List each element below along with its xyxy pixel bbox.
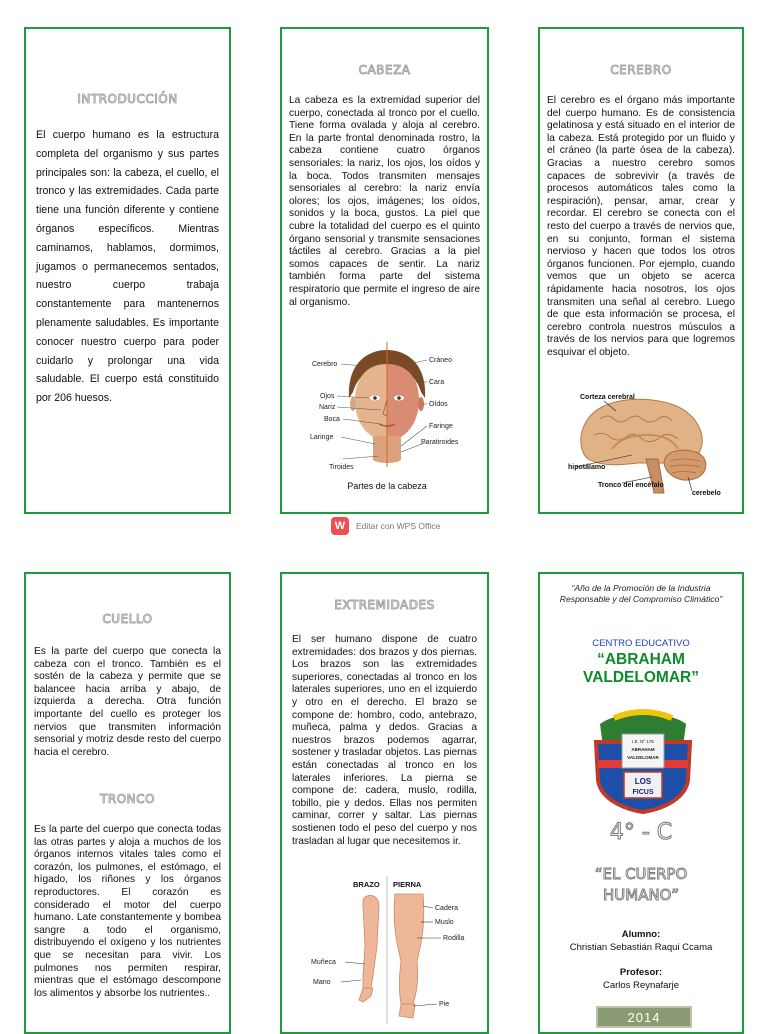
school-name-line1: “ABRAHAM bbox=[597, 651, 685, 668]
alumno-label: Alumno: bbox=[621, 929, 661, 940]
year-motto: “Año de la Promoción de la Industria Responsable y del Compromiso Climático” bbox=[559, 583, 723, 604]
crest-text-1: I.E. Nº 176 bbox=[632, 739, 654, 744]
school-crest bbox=[588, 704, 698, 816]
label-cara: Cara bbox=[429, 379, 445, 386]
heading-brazo: BRAZO bbox=[353, 880, 380, 889]
extremidades-title: EXTREMIDADES bbox=[334, 598, 435, 612]
wps-office-icon: W bbox=[331, 517, 349, 535]
school-name-line2: VALDELOMAR” bbox=[583, 669, 699, 686]
cerebro-title: CEREBRO bbox=[610, 63, 672, 77]
brochure-title bbox=[540, 864, 742, 906]
brochure-title-line2: HUMANO” bbox=[603, 886, 679, 904]
label-muslo: Muslo bbox=[435, 919, 454, 926]
crest-text-2: ABRAHAM bbox=[631, 747, 655, 752]
brochure-title-line1: “EL CUERPO bbox=[594, 865, 688, 883]
wps-watermark-text: Editar con WPS Office bbox=[356, 521, 441, 531]
label-faringe: Faringe bbox=[429, 423, 453, 430]
crest-text-3: VALDELOMAR bbox=[627, 755, 659, 760]
profesor-name: Carlos Reynafarje bbox=[602, 980, 680, 991]
label-muneca: Muñeca bbox=[311, 959, 336, 966]
panel-extremidades bbox=[280, 572, 489, 1034]
extremidades-text: El ser humano dispone de cuatro extremidades: dos brazos y dos piernas. Los brazos son las extremidades superiores, conectadas al tronco en los laterales superiores, uno en el izquierdo y otro en el derecho. El brazo se compone de: hombro, codo, antebrazo, muñeca, palma y dedos. Gracias a nuestros brazos podemos agarrar, sostener y trasladar objetos. Las piernas están conectadas al tronco en los laterales inferiores. La pierna se compone de: cadera, muslo, rodilla, tobillo, pie y dedos. Ellas nos permiten caminar, correr y saltar. Las piernas sostienen todo el peso del cuerpo y nos trasladan al lugar que necesitemos ir. bbox=[292, 634, 477, 847]
tronco-text: Es la parte del cuerpo que conecta todas las otras partes y aloja a muchos de los órganos internos vitales tales como el corazón, los pulmones, el estómago, el hígado, los riñones y los órganos reproductores. El corazón es considerado el motor del cuerpo humano. Late constantemente y bombea sangre a todo el organismo, distribuyendo el oxígeno y los nutrientes que se necesitan para vivir. Los pulmones nos permiten respirar, mientras que el estómago descompone los alimentos y absorbe los nutrientes.. bbox=[34, 824, 221, 999]
panel-cabeza bbox=[280, 27, 489, 514]
limbs-diagram bbox=[283, 876, 488, 1026]
head-diagram bbox=[283, 342, 488, 492]
centro-educativo-label: CENTRO EDUCATIVO bbox=[592, 638, 690, 649]
label-rodilla: Rodilla bbox=[443, 935, 465, 942]
cuello-title: CUELLO bbox=[102, 612, 153, 626]
label-hipotalamo: hipotálamo bbox=[568, 464, 606, 471]
cerebro-text: El cerebro es el órgano más importante del cuerpo humano. Es de consistencia gelatinosa y está situado en el interior de la cabeza. Está protegido por un fluido y el cráneo (la parte ósea de la cabeza). Gracias a nuestro cerebro somos capaces de sobrevivir (a través de procesos automáticos tales como la respiración), pensar, amar, crear y recordar. El cerebro se conecta con el resto del cuerpo a través de nervios que, en su conjunto, forman el sistema nervioso y hacen que todos los otros órganos funcionen. Por ejemplo, cuando vemos que un objeto se acerca rápidamente hacia nosotros, los ojos transmiten una señal al cerebro. Luego de que esta información se procesa, el cerebro controla nuestros músculos a través de los nervios para que logremos esquivar el objeto. bbox=[547, 95, 735, 358]
crest-text-4: LOS bbox=[634, 777, 652, 786]
introduccion-text: El cuerpo humano es la estructura completa del organismo y sus partes principales son: la cabeza, el cuello, el tronco y las extremidades. Cada parte tiene una función diferente y contiene órganos específicos. Mientras caminamos, hablamos, dormimos, jugamos o permanecemos sentados, nuestro cuerpo trabaja constantemente para mantenernos plenamente saludables. Es importante conocer nuestro cuerpo para poder cuidarlo y prolongar una vida saludable. El cuerpo está constituido por 206 huesos. bbox=[36, 129, 219, 405]
label-nariz: Nariz bbox=[319, 404, 336, 411]
label-craneo: Cráneo bbox=[429, 357, 452, 364]
brain-diagram bbox=[542, 389, 742, 499]
grade-section: 4° - C bbox=[609, 820, 673, 845]
panel-cuello-tronco bbox=[24, 572, 231, 1034]
label-pie: Pie bbox=[439, 1001, 450, 1008]
label-paratiroides: Paratiroides bbox=[421, 439, 459, 446]
cabeza-text: La cabeza es la extremidad superior del cuerpo, conectada al tronco por el cuello. Tiene forma ovalada y aloja al cerebro. En la parte frontal denominada rostro, la cabeza contiene cuatro órganos sensoriales: la nariz, los ojos, los oídos y la boca. Todos transmiten mensajes sensoriales al cerebro: la nariz envía olores; los ojos, imágenes; los oídos, sonidos y la boca, gustos. La piel que cubre la totalidad del cuerpo es el quinto órgano sensorial y transmite sensaciones táctiles al cerebro. Gracias a la piel somos capaces de sentir. La nariz también forma parte del sistema respiratorio que permite el ingreso de aire al organismo. bbox=[289, 95, 480, 308]
crest-text-5: FICUS bbox=[632, 789, 654, 796]
cabeza-title: CABEZA bbox=[358, 63, 411, 77]
panel-cerebro bbox=[538, 27, 744, 514]
alumno-name: Christian Sebastián Raqui Ccama bbox=[569, 942, 713, 953]
year-badge: 2014 bbox=[596, 1006, 692, 1028]
profesor-label: Profesor: bbox=[619, 967, 663, 978]
label-oidos: Oídos bbox=[429, 401, 448, 408]
label-cerebelo: cerebelo bbox=[692, 490, 721, 497]
label-ojos: Ojos bbox=[320, 393, 335, 400]
wps-watermark[interactable] bbox=[331, 516, 440, 536]
tronco-title: TRONCO bbox=[100, 792, 155, 806]
label-tronco-encefalo: Tronco del encéfalo bbox=[598, 482, 664, 489]
label-cerebro: Cerebro bbox=[312, 361, 338, 368]
label-laringe: Laringe bbox=[310, 434, 334, 441]
label-cadera: Cadera bbox=[435, 905, 458, 912]
introduccion-title: INTRODUCCIÓN bbox=[77, 92, 178, 106]
heading-pierna: PIERNA bbox=[393, 880, 422, 889]
head-caption: Partes de la cabeza bbox=[347, 481, 427, 491]
label-mano: Mano bbox=[313, 979, 331, 986]
label-boca: Boca bbox=[324, 416, 340, 423]
cuello-text: Es la parte del cuerpo que conecta la cabeza con el tronco. También es el sostén de la cabeza y permite que se balancee hacia arriba y abajo, de izquierda a derecha. Otra función importante del cuello es proteger los nervios que transmiten información sensorial y motriz desde resto del cuerpo hacia el cerebro. bbox=[34, 646, 221, 758]
school-name bbox=[540, 651, 742, 687]
label-corteza: Corteza cerebral bbox=[580, 394, 635, 401]
panel-introduccion bbox=[24, 27, 231, 514]
panel-cover bbox=[538, 572, 744, 1034]
label-tiroides: Tiroides bbox=[329, 464, 354, 471]
